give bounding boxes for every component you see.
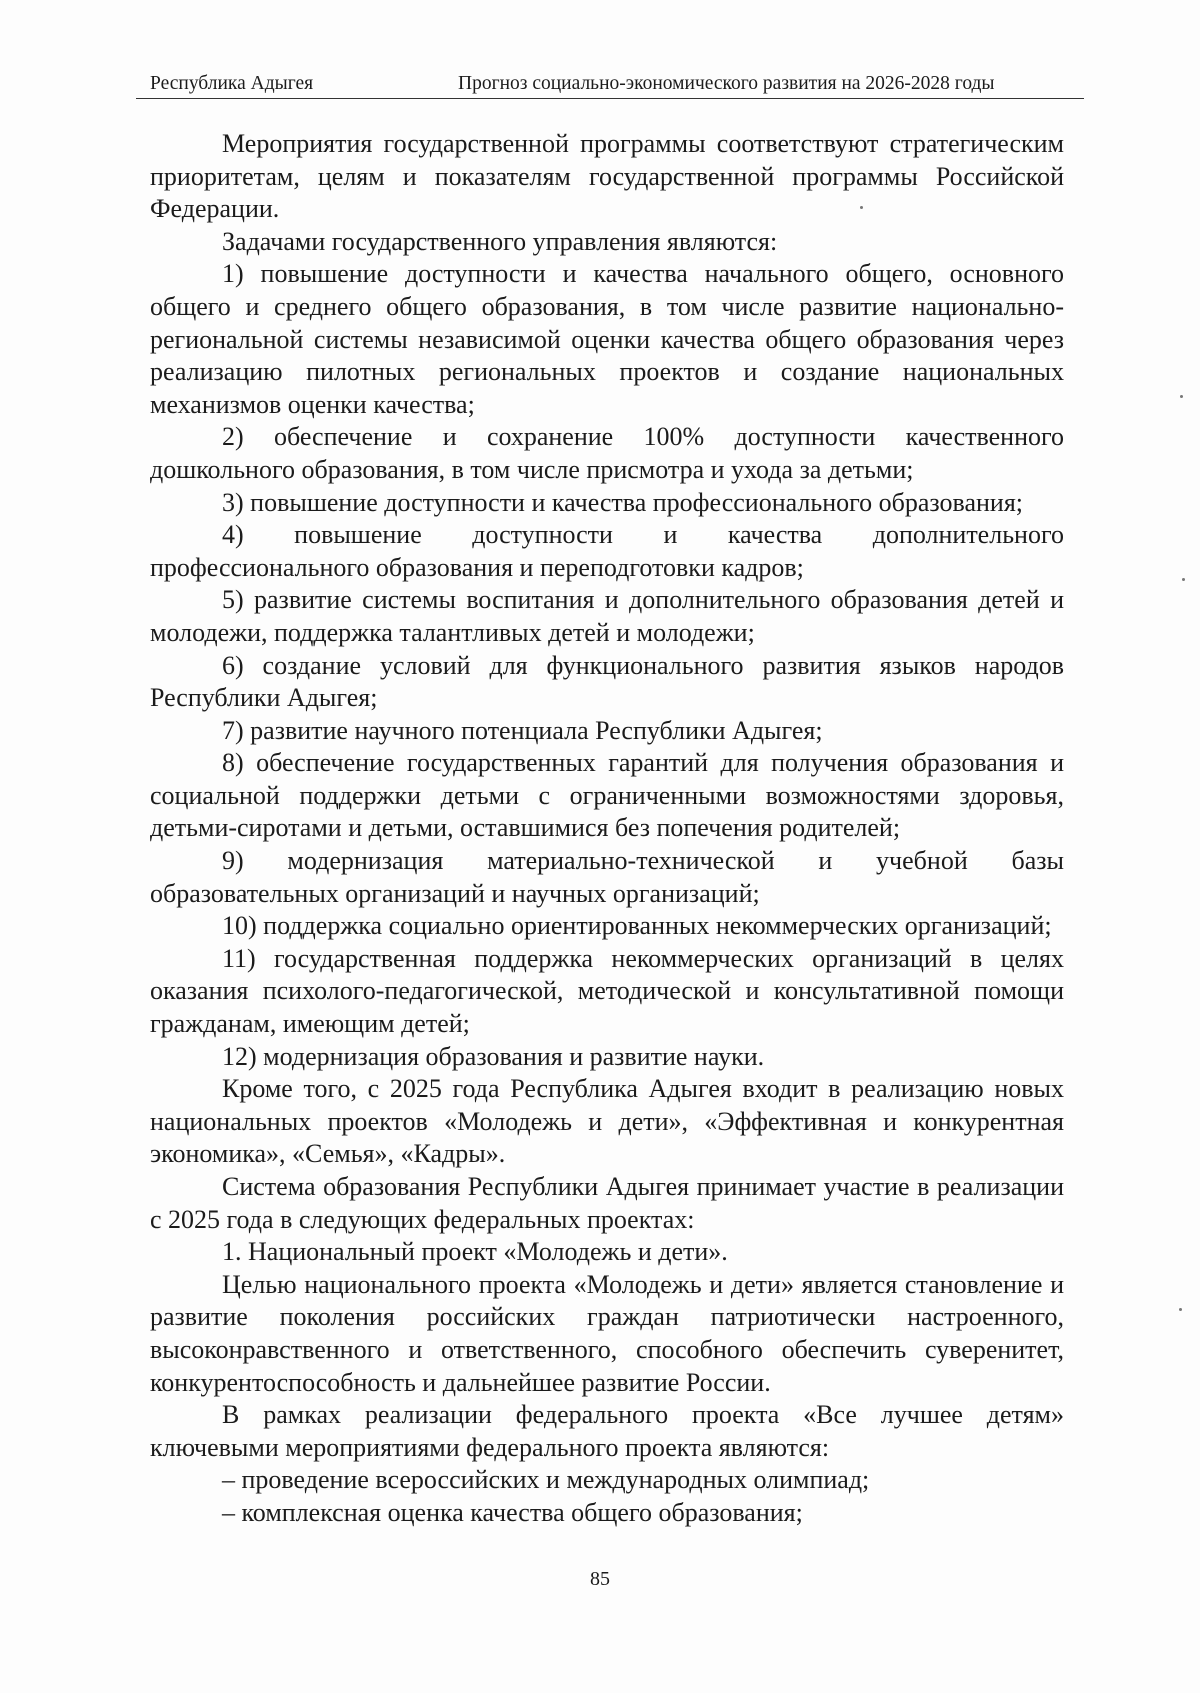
list-item-10: 10) поддержка социально ориентированных некоммерческих организаций;: [222, 911, 1052, 941]
paragraph-tasks-heading: Задачами государственного управления являются:: [222, 226, 778, 256]
list-item-12: 12) модернизация образования и развитие науки.: [222, 1041, 765, 1071]
list-item-5: 5) развитие системы воспитания и дополнительного образования детей и молодежи, поддержка талантливых детей и молодежи;: [150, 585, 1064, 647]
paragraph-education-system: Система образования Республики Адыгея принимает участие в реализации с 2025 года в следующих федеральных проектах:: [150, 1172, 1064, 1234]
header-title: Прогноз социально-экономического развития на 2026-2028 годы: [458, 73, 995, 94]
list-item-8: 8) обеспечение государственных гарантий для получения образования и социальной поддержки детьми с ограниченными возможностями здоровья, детьми-сиротами и детьми, оставшимися без попечения родителей;: [150, 748, 1064, 843]
page-number: 85: [590, 1568, 610, 1590]
paragraph-national-projects: Кроме того, с 2025 года Республика Адыгея входит в реализацию новых национальных проектов «Молодежь и дети», «Эффективная и конкурентная экономика», «Семья», «Кадры».: [150, 1074, 1064, 1169]
running-header: [136, 70, 1084, 99]
list-item-4: 4) повышение доступности и качества дополнительного профессионального образования и переподготовки кадров;: [150, 520, 1064, 582]
list-item-3: 3) повышение доступности и качества профессионального образования;: [222, 487, 1024, 517]
list-item-11: 11) государственная поддержка некоммерческих организаций в целях оказания психолого-педагогической, методической и консультативной помощи гражданам, имеющим детей;: [150, 943, 1064, 1039]
paragraph-project-goal: Целью национального проекта «Молодежь и дети» является становление и развитие поколения российских граждан патриотически настроенного, высоконравственного и ответственного, способного обеспечить суверенитет, конкурентоспособность и дальнейшее развитие России.: [150, 1269, 1064, 1397]
scan-speck: [1180, 395, 1183, 398]
scan-speck: [860, 206, 863, 209]
paragraph-key-activities: В рамках реализации федерального проекта «Все лучшее детям» ключевыми мероприятиями федерального проекта являются:: [150, 1400, 1064, 1462]
paragraph-project-1: 1. Национальный проект «Молодежь и дети».: [222, 1237, 728, 1267]
scan-speck: [1182, 578, 1185, 581]
scan-speck: [1179, 1308, 1182, 1311]
dash-item-assessment: – комплексная оценка качества общего образования;: [222, 1497, 803, 1527]
dash-item-olympiads: – проведение всероссийских и международных олимпиад;: [222, 1465, 870, 1495]
paragraph-intro: Мероприятия государственной программы соответствуют стратегическим приоритетам, целям и показателям государственной программы Российской Федерации.: [150, 129, 1064, 224]
list-item-2: 2) обеспечение и сохранение 100% доступности качественного дошкольного образования, в том числе присмотра и ухода за детьми;: [150, 422, 1064, 484]
header-region: Республика Адыгея: [150, 73, 314, 94]
list-item-6: 6) создание условий для функционального развития языков народов Республики Адыгея;: [150, 650, 1064, 713]
body-text: [150, 128, 1064, 1530]
list-item-1: 1) повышение доступности и качества начального общего, основного общего и среднего общего образования, в том числе развитие национально-региональной системы независимой оценки качества общего образования через реализацию пилотных региональных проектов и создание национальных механизмов оценки качества;: [150, 259, 1064, 419]
list-item-9: 9) модернизация материально-технической и учебной базы образовательных организаций и научных организаций;: [150, 846, 1064, 908]
list-item-7: 7) развитие научного потенциала Республики Адыгея;: [222, 715, 823, 745]
